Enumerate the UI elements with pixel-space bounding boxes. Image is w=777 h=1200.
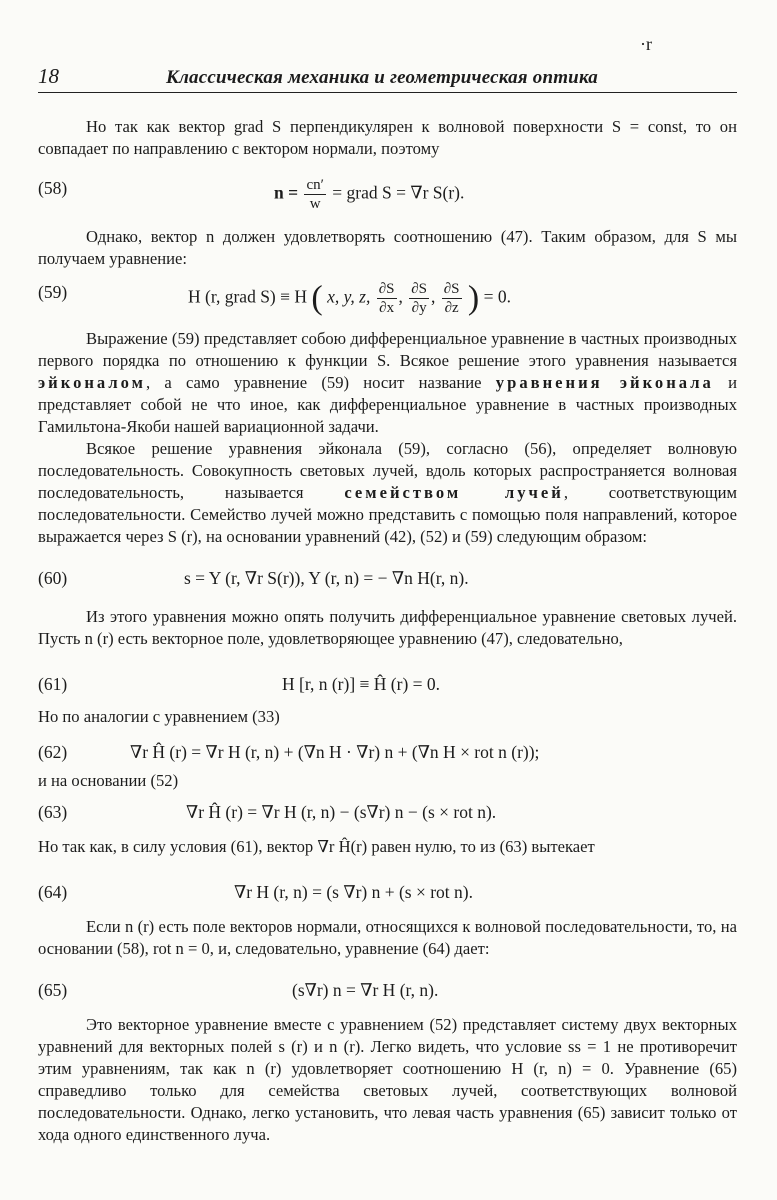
denominator: w	[309, 196, 321, 212]
paragraph-6: Но по аналогии с уравнением (33)	[38, 707, 280, 726]
text-run: , а само уравнение (59) носит название	[145, 373, 482, 392]
fraction	[377, 280, 397, 317]
numerator: cn′	[306, 177, 324, 193]
book-page: ·r 18 Классическая механика и геометрическая оптика Но так как вектор grad S перпендикулярен к волновой поверхности S = const, то он совпадает по направлению с вектором нормали, поэтому (58) n = $\frac{cn'}{w}$ = grad S = ∇r S(r). Однако, вектор n должен удовлетворять соотношению (47). Таким образом, для S мы получаем уравнение: (59) H (r, grad S) ≡ H ( x, y, z, $\frac{\partial S}{\partial x}$ , $\frac{\partial S}{\partial y}$ , $\frac{\partial S}{\partial z}$ ) = 0. Выражение (59) представляет собою дифференциальное уравнение в частных производных первого порядка по отношению к функции S. Всякое решение этого уравнения называется эйконалом, а само уравнение (59) носит название уравнения эйконала и представляет собой не что иное, как дифференциальное уравнение в частных производных Гамильтона-Якоби нашей вариационной задачи. Всякое решение уравнения эйконала (59), согласно (56), определяет волновую последовательность. Совокупность световых лучей, вдоль которых распространяется волновая последовательность, называется семейством лучей, соответствующим последовательности. Семейство лучей можно представить с помощью поля направлений, которое выражается через S (r), на основании уравнений (42), (52) и (59) следующим образом: (60) s = Y (r, ∇r S(r)), Y (r, n) = − ∇n H(r, n). Из этого уравнения можно опять получить дифференциальное уравнение световых лучей. Пусть n (r) есть векторное поле, удовлетворяющее уравнению (47), следовательно, (61) H [r, n (r)] ≡ Ĥ (r) = 0. Но по аналогии с уравнением (33) (62) ∇r Ĥ (r) = ∇r H (r, n) + (∇n H · ∇r) n + (∇n H × rot n (r)); и на основании (52) (63) ∇r Ĥ (r) = ∇r H (r, n) − (s∇r) n − (s × rot n). Но так как, в силу условия (61), вектор ∇r Ĥ(r) равен нулю, то из (63) вытекает (64) ∇r H (r, n) = (s ∇r) n + (s × rot n). Если n (r) есть поле векторов нормали, относящихся к волновой последовательности, то, на основании (58), rot n = 0, и, следовательно, уравнение (64) дает: (65) (s∇r) n = ∇r H (r, n). Это векторное уравнение вместе с уравнением (52) представляет систему двух векторных уравнений для векторных полей s (r) и n (r). Легко видеть, что условие ss = 1 не противоречит этим уравнениям, так как n (r) удовлетворяет соотношению H (r, n) = 0. Уравнение (65) справедливо только для семейства световых лучей, соответствующих волновой последовательности. Однако, легко установить, что левая часть уравнения (65) зависит только от хода одного единственного луча.	[38, 34, 738, 1144]
denominator: ∂y	[411, 300, 427, 316]
denominator: ∂x	[379, 300, 395, 316]
paragraph-2: Однако, вектор n должен удовлетворять соотношению (47). Таким образом, для S мы получаем уравнение:	[38, 227, 737, 268]
paren-open: (	[311, 279, 323, 317]
equation-number: (63)	[38, 802, 68, 822]
text-run: Всякое решение уравнения эйконала (59), согласно (56), определяет волновую последовательность. Совокупность световых лучей, вдоль которых распространяется волновая последовательность, называется	[38, 439, 737, 502]
numerator: ∂S	[378, 281, 395, 297]
equation-number: (61)	[38, 674, 68, 694]
paren-close: )	[467, 279, 480, 317]
fraction	[304, 176, 325, 213]
fraction	[409, 280, 429, 317]
paragraph-9: Если n (r) есть поле векторов нормали, относящихся к волновой последовательности, то, на основании (58), rot n = 0, и, следовательно, уравнение (64) дает:	[38, 917, 737, 958]
fraction	[442, 280, 462, 317]
eq-lhs: n =	[274, 182, 299, 203]
numerator: ∂S	[411, 281, 428, 297]
spaced-term: семейством лучей	[344, 483, 564, 502]
paragraph-8: Но так как, в силу условия (61), вектор ∇r Ĥ(r) равен нулю, то из (63) вытекает	[38, 837, 595, 856]
equation-number: (62)	[38, 742, 68, 762]
equation-body: (s∇r) n = ∇r H (r, n).	[292, 980, 439, 1000]
equation-body: ∇r Ĥ (r) = ∇r H (r, n) + (∇n H · ∇r) n + (∇n H × rot n (r));	[130, 742, 540, 762]
spaced-term: уравнения эйконала	[495, 373, 714, 392]
eq-lhs: H (r, grad S) ≡ H	[188, 286, 308, 307]
paragraph-7: и на основании (52)	[38, 771, 179, 790]
paragraph-3	[38, 328, 737, 438]
equation-number: (65)	[38, 980, 68, 1000]
paragraph-1: Но так как вектор grad S перпендикулярен к волновой поверхности S = const, то он совпадает по направлению с вектором нормали, поэтому	[38, 117, 737, 158]
text-run: Выражение (59) представляет собою дифференциальное уравнение в частных производных первого порядка по отношению к функции S. Всякое решение этого уравнения называется	[38, 329, 737, 370]
equation-body: ∇r H (r, n) = (s ∇r) n + (s × rot n).	[234, 882, 473, 902]
eq-args: x, y, z,	[327, 286, 371, 307]
equation-body: s = Y (r, ∇r S(r)), Y (r, n) = − ∇n H(r, n).	[184, 568, 469, 588]
spaced-term: эйконалом	[38, 373, 146, 392]
denominator: ∂z	[444, 300, 459, 316]
paragraph-10: Это векторное уравнение вместе с уравнением (52) представляет систему двух векторных уравнений для векторных полей s (r) и n (r). Легко видеть, что условие ss = 1 не противоречит этим уравнениям, так как n (r) удовлетворяет соотношению H (r, n) = 0. Уравнение (65) справедливо только для семейства световых лучей, соответствующих волновой последовательности. Однако, легко установить, что левая часть уравнения (65) зависит только от хода одного единственного луча.	[38, 1015, 737, 1144]
page-number: 18	[38, 64, 59, 88]
equation-body: H [r, n (r)] ≡ Ĥ (r) = 0.	[282, 674, 441, 694]
corner-mark: ·r	[640, 34, 652, 54]
equation-number: (58)	[38, 178, 68, 198]
equation-number: (64)	[38, 882, 68, 902]
numerator: ∂S	[443, 281, 460, 297]
text-run: , соответствующим последовательности. Семейство лучей можно представить с помощью поля направлений, которое выражается через S (r), на основании уравнений (42), (52) и (59) следующим образом:	[38, 483, 738, 546]
equation-number: (59)	[38, 282, 68, 302]
paragraph-5: Из этого уравнения можно опять получить дифференциальное уравнение световых лучей. Пусть n (r) есть векторное поле, удовлетворяющее уравнению (47), следовательно,	[38, 607, 737, 648]
running-title: Классическая механика и геометрическая оптика	[166, 67, 599, 88]
eq-rhs: = 0.	[483, 286, 511, 307]
paragraph-4	[38, 438, 737, 548]
equation-number: (60)	[38, 568, 68, 588]
text-run: и представляет собой не что иное, как дифференциальное уравнение в частных производных Гамильтона-Якоби нашей вариационной задачи.	[38, 373, 737, 436]
eq-rhs: = grad S = ∇r S(r).	[332, 182, 465, 203]
equation-body: ∇r Ĥ (r) = ∇r H (r, n) − (s∇r) n − (s × rot n).	[186, 802, 497, 822]
running-header	[38, 62, 737, 93]
